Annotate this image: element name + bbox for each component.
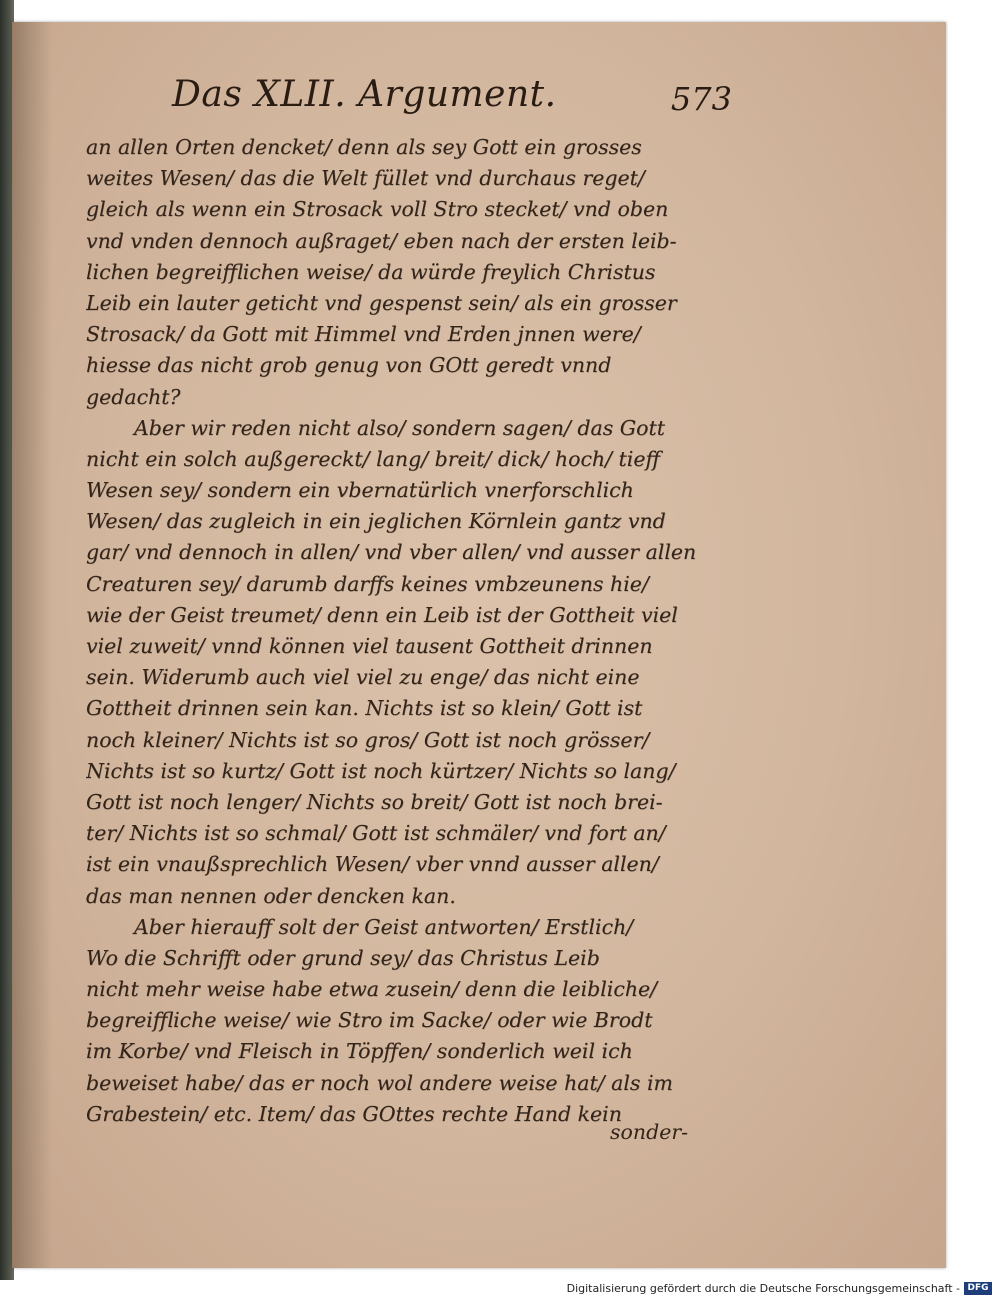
- text-line: vnd vnden dennoch außraget/ eben nach der ersten leib-: [86, 228, 677, 253]
- text-line: Aber hierauff solt der Geist antworten/ Erstlich/: [134, 914, 634, 939]
- text-line: beweiset habe/ das er noch wol andere weise hat/ als im: [86, 1070, 673, 1095]
- text-line: lichen begreifflichen weise/ da würde freylich Christus: [86, 259, 656, 284]
- text-line: nicht mehr weise habe etwa zusein/ denn die leibliche/: [86, 977, 658, 1002]
- text-line: viel zuweit/ vnnd können viel tausent Gottheit drinnen: [86, 634, 653, 658]
- text-line: im Korbe/ vnd Fleisch in Töpffen/ sonderlich weil ich: [86, 1039, 633, 1064]
- page-number: 573: [670, 80, 732, 118]
- footer-bar: [0, 1280, 1000, 1298]
- text-line: weites Wesen/ das die Welt füllet vnd durchaus reget/: [86, 166, 645, 191]
- text-line: gedacht?: [86, 384, 181, 409]
- text-line: Leib ein lauter geticht vnd gespenst sein/ als ein grosser: [86, 290, 677, 315]
- text-line: ter/ Nichts ist so schmal/ Gott ist schmäler/ vnd fort an/: [86, 821, 666, 846]
- text-line: ist ein vnaußsprechlich Wesen/ vber vnnd ausser allen/: [86, 852, 659, 877]
- text-line: Wesen sey/ sondern ein vbernatürlich vnerforschlich: [86, 478, 634, 503]
- funding-credit: Digitalisierung gefördert durch die Deutsche Forschungsgemeinschaft -: [566, 1282, 960, 1295]
- text-line: Strosack/ da Gott mit Himmel vnd Erden jnnen were/: [86, 322, 641, 347]
- text-line: Nichts ist so kurtz/ Gott ist noch kürtzer/ Nichts so lang/: [86, 758, 676, 783]
- text-line: Aber wir reden nicht also/ sondern sagen/ das Gott: [134, 415, 665, 440]
- text-line: das man nennen oder dencken kan.: [86, 883, 456, 908]
- text-line: Wo die Schrifft oder grund sey/ das Christus Leib: [86, 945, 600, 970]
- text-line: nicht ein solch außgereckt/ lang/ breit/ dick/ hoch/ tieff: [86, 446, 660, 471]
- text-line: noch kleiner/ Nichts ist so gros/ Gott ist noch grösser/: [86, 727, 650, 752]
- text-line: an allen Orten dencket/ denn als sey Gott ein grosses: [86, 135, 642, 159]
- text-line: Creaturen sey/ darumb darffs keines vmbzeunens hie/: [86, 571, 649, 596]
- running-title: Das XLII. Argument.: [172, 74, 557, 115]
- text-line: wie der Geist treumet/ denn ein Leib ist der Gottheit viel: [86, 602, 678, 627]
- text-line: gleich als wenn ein Strosack voll Stro stecket/ vnd oben: [86, 197, 669, 222]
- text-line: Grabestein/ etc. Item/ das GOttes rechte Hand kein: [86, 1101, 622, 1126]
- text-line: gar/ vnd dennoch in allen/ vnd vber allen/ vnd ausser allen: [86, 540, 697, 565]
- dfg-logo-icon: DFG: [964, 1282, 992, 1295]
- text-line: Gottheit drinnen sein kan. Nichts ist so klein/ Gott ist: [86, 696, 643, 721]
- text-line: hiesse das nicht grob genug von GOtt geredt vnnd: [86, 353, 612, 378]
- catchword: sonder-: [610, 1120, 689, 1144]
- book-page: [12, 22, 946, 1268]
- text-line: sein. Widerumb auch viel viel zu enge/ das nicht eine: [86, 665, 640, 690]
- text-line: Gott ist noch lenger/ Nichts so breit/ Gott ist noch brei-: [86, 789, 663, 814]
- text-line: begreiffliche weise/ wie Stro im Sacke/ oder wie Brodt: [86, 1008, 653, 1033]
- page-header: [172, 70, 732, 122]
- text-line: Wesen/ das zugleich in ein jeglichen Körnlein gantz vnd: [86, 509, 666, 534]
- body-text: [86, 132, 716, 1130]
